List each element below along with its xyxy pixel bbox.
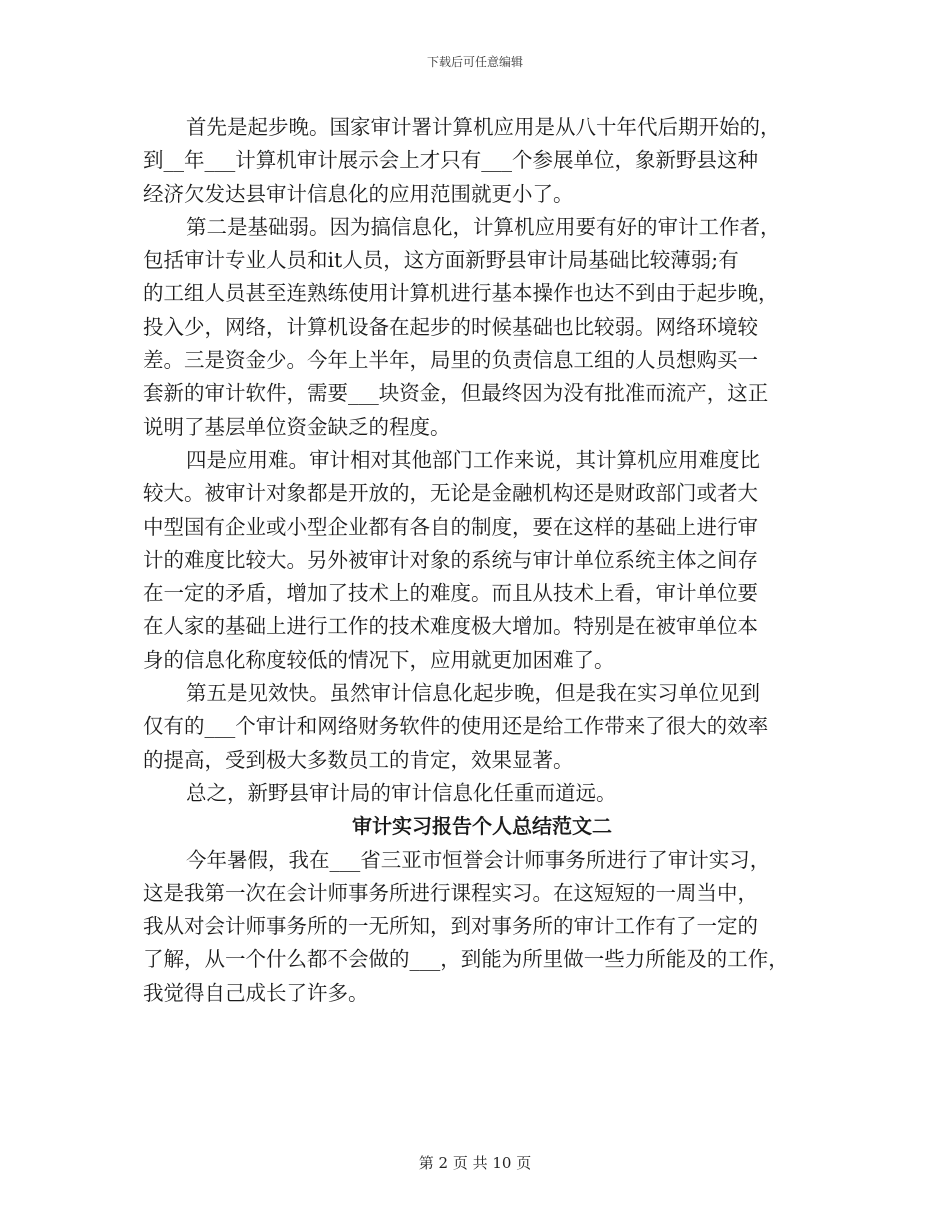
text-line: 在人家的基础上进行工作的技术难度极大增加。特别是在被审单位本 (143, 614, 758, 639)
text-line: 的提高，受到极大多数员工的肯定，效果显著。 (143, 747, 574, 772)
text-line: 差。三是资金少。今年上半年，局里的负责信息工组的人员想购买一 (143, 348, 758, 373)
text-line: 说明了基层单位资金缺乏的程度。 (143, 414, 451, 439)
document-body (143, 111, 811, 1010)
text-line: 第五是见效快。虽然审计信息化起步晚，但是我在实习单位见到 (186, 681, 760, 706)
text-line: 身的信息化称度较低的情况下，应用就更加困难了。 (143, 647, 615, 672)
text-line: 投入少，网络，计算机设备在起步的时候基础也比较弱。网络环境较 (143, 314, 758, 339)
page-footer: 第 2 页 共 10 页 (418, 1154, 532, 1172)
text-line: 套新的审计软件，需要___块资金，但最终因为没有批准而流产，这正 (143, 381, 769, 406)
text-line: 第二是基础弱。因为搞信息化，计算机应用要有好的审计工作者， (186, 214, 781, 239)
text-line: 到__年___计算机审计展示会上才只有___个参展单位，象新野县这种 (143, 148, 758, 173)
text-line: 仅有的___个审计和网络财务软件的使用还是给工作带来了很大的效率 (143, 714, 769, 739)
text-line: 在一定的矛盾，增加了技术上的难度。而且从技术上看，审计单位要 (143, 581, 758, 606)
text-line: 的工组人员甚至连熟练使用计算机进行基本操作也达不到由于起步晚， (143, 281, 779, 306)
section-heading: 审计实习报告个人总结范文二 (352, 814, 612, 839)
text-line: 包括审计专业人员和it人员，这方面新野县审计局基础比较薄弱;有 (143, 248, 739, 273)
text-line: 四是应用难。审计相对其他部门工作来说，其计算机应用难度比 (186, 447, 760, 472)
text-line: 我觉得自己成长了许多。 (143, 980, 369, 1005)
page-header: 下载后可任意编辑 (426, 55, 523, 69)
text-line: 计的难度比较大。另外被审计对象的系统与审计单位系统主体之间存 (143, 547, 758, 572)
text-line: 经济欠发达县审计信息化的应用范围就更小了。 (143, 181, 574, 206)
text-line: 首先是起步晚。国家审计署计算机应用是从八十年代后期开始的， (186, 115, 781, 139)
text-line: 了解，从一个什么都不会做的___，到能为所里做一些力所能及的工作， (143, 947, 789, 972)
text-line: 较大。被审计对象都是开放的，无论是金融机构还是财政部门或者大 (143, 481, 758, 506)
text-line: 我从对会计师事务所的一无所知，到对事务所的审计工作有了一定的 (143, 914, 758, 939)
text-line: 今年暑假，我在___省三亚市恒誉会计师事务所进行了审计实习， (186, 847, 771, 872)
text-line: 这是我第一次在会计师事务所进行课程实习。在这短短的一周当中， (143, 880, 758, 905)
text-line: 中型国有企业或小型企业都有各自的制度，要在这样的基础上进行审 (143, 514, 758, 539)
text-line: 总之，新野县审计局的审计信息化任重而道远。 (186, 780, 617, 805)
